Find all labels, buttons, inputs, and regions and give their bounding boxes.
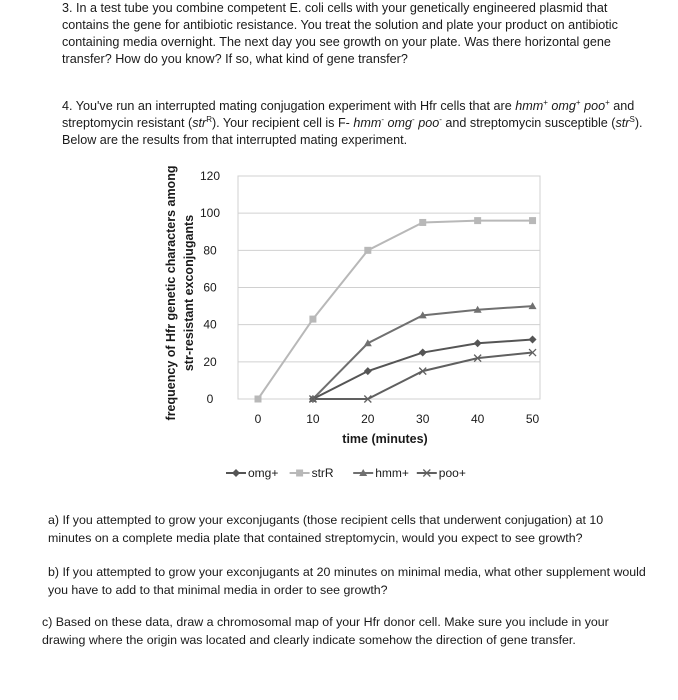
data-point-omg+ xyxy=(474,339,482,347)
x-tick-label: 40 xyxy=(470,412,485,426)
data-point-strR xyxy=(474,217,481,224)
y-axis-label-line2: str-resistant exconjugants xyxy=(182,214,196,372)
x-tick-label: 20 xyxy=(361,412,375,426)
data-point-omg+ xyxy=(529,336,537,344)
x-tick-label: 30 xyxy=(416,412,430,426)
legend-marker-omg+ xyxy=(232,469,240,477)
question-a xyxy=(48,511,648,547)
legend-label-hmm+: hmm+ xyxy=(375,466,409,480)
data-point-omg+ xyxy=(364,367,372,375)
question-b-text: b) If you attempted to grow your exconjugants at 20 minutes on minimal media, what other supplement would you have to add to that minimal media in order to see growth? xyxy=(48,565,646,597)
data-point-strR xyxy=(309,316,316,323)
legend-marker-strR xyxy=(296,470,303,477)
gene-hmm: hmm xyxy=(515,99,544,113)
legend xyxy=(226,466,466,480)
y-tick-label: 0 xyxy=(206,392,214,406)
legend-label-strR: strR xyxy=(311,466,334,480)
q4-part2: and streptomycin resistant ( xyxy=(62,99,635,130)
data-point-strR xyxy=(419,219,426,226)
question-3-text: 3. In a test tube you combine competent E. coli cells with your genetically engineered plasmid that contains the gene for antibiotic resistance. You treat the solution and plate your product on antibiotic containing media overnight. The next day you see growth on your plate. Was there horizontal gene transfer? How do you know? If so, what kind of gene transfer? xyxy=(62,1,618,66)
question-a-text: a) If you attempted to grow your exconjugants (those recipient cells that underwent conjugation) at 10 minutes on a complete media plate that contained streptomycin, would you expect to see growth? xyxy=(48,513,604,545)
gene-omg: omg xyxy=(551,99,576,113)
question-c-text: c) Based on these data, draw a chromosomal map of your Hfr donor cell. Make sure you include in your drawing where the origin was located and clearly indicate somehow the direction of gene transfer. xyxy=(42,615,609,647)
data-point-omg+ xyxy=(419,349,427,357)
question-c xyxy=(42,613,652,649)
y-tick-label: 20 xyxy=(203,354,217,369)
x-tick-label: 0 xyxy=(254,412,262,426)
x-tick-label: 50 xyxy=(525,412,540,426)
q4-part4: and streptomycin susceptible ( xyxy=(441,116,616,130)
gene-poo: poo xyxy=(584,99,606,113)
series-line-omg+ xyxy=(313,340,533,399)
y-axis-label-line1: frequency of Hfr genetic characters among xyxy=(164,165,178,421)
data-point-strR xyxy=(255,396,262,403)
question-b xyxy=(48,563,648,599)
data-point-strR xyxy=(529,217,536,224)
q4-part5: ). Below are the results from that interrupted mating experiment. xyxy=(62,116,643,147)
y-tick-label: 80 xyxy=(203,243,217,258)
q4-part3: ). Your recipient cell is F- xyxy=(211,116,354,130)
y-tick-label: 120 xyxy=(199,169,221,183)
x-tick-label: 10 xyxy=(306,412,320,426)
y-tick-label: 40 xyxy=(203,317,217,332)
question-4: 4. You've run an interrupted mating conjugation experiment with Hfr cells that are hmm+ omg+ poo+ and streptomycin resistant (str$^R$). Your recipient cell is F- hmm- omg- poo- and streptomycin susceptible (str$^S$). Below are the results from that interrupted mating experiment. xyxy=(62,97,643,147)
data-point-strR xyxy=(364,247,371,254)
legend-label-omg+: omg+ xyxy=(248,466,279,480)
q4-part1: 4. You've run an interrupted mating conjugation experiment with Hfr cells that are xyxy=(62,99,516,113)
series-line-poo+ xyxy=(313,353,533,399)
y-tick-label: 60 xyxy=(203,280,217,295)
legend-label-poo+: poo+ xyxy=(438,466,466,480)
x-axis-label: time (minutes) xyxy=(342,432,428,446)
y-tick-label: 100 xyxy=(199,206,221,221)
